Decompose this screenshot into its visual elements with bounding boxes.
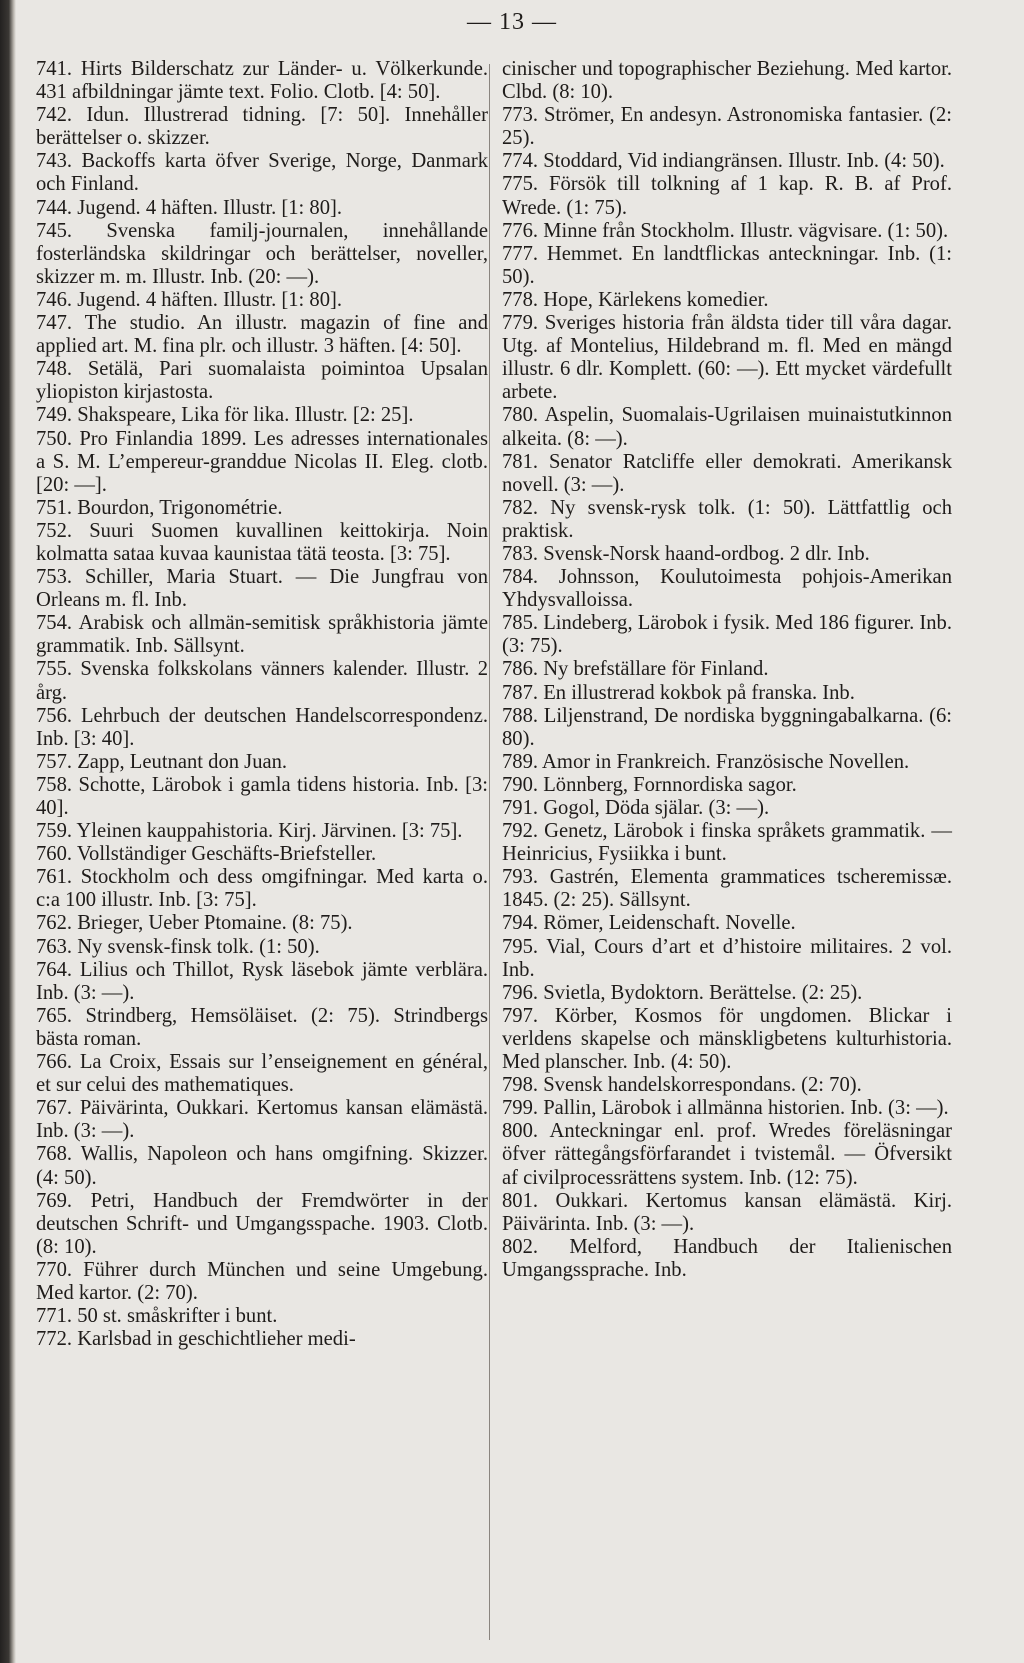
catalog-entry: 762. Brieger, Ueber Ptomaine. (8: 75). — [36, 912, 353, 935]
catalog-entry: 747. The studio. An illustr. magazin of fine and applied art. M. fina plr. och illustr. 3 häften. [4: 50]. — [36, 312, 488, 358]
catalog-entry: 787. En illustrerad kokbok på franska. Inb. — [502, 681, 855, 704]
catalog-entry: 784. Johnsson, Koulutoimesta pohjois-Amerikan Yhdysvalloissa. — [502, 566, 952, 612]
catalog-entry: 749. Shakspeare, Lika för lika. Illustr. [2: 25]. — [36, 404, 414, 427]
catalog-entry: 750. Pro Finlandia 1899. Les adresses internationales a S. M. L’empereur-granddue Nicolas II. Eleg. clotb. [20: —]. — [36, 427, 488, 496]
catalog-entry: 766. La Croix, Essais sur l’enseignement en général, et sur celui des mathematiques. — [36, 1051, 488, 1097]
catalog-entry: 768. Wallis, Napoleon och hans omgifning. Skizzer. (4: 50). — [36, 1143, 488, 1189]
catalog-entry: 773. Strömer, En andesyn. Astronomiska fantasier. (2: 25). — [502, 104, 952, 150]
catalog-entry: 782. Ny svensk-rysk tolk. (1: 50). Lättfattlig och praktisk. — [502, 496, 952, 542]
catalog-entry: 778. Hope, Kärlekens komedier. — [502, 288, 769, 311]
catalog-entry: 793. Gastrén, Elementa grammatices tscheremissæ. 1845. (2: 25). Sällsynt. — [502, 866, 952, 912]
catalog-entry: 758. Schotte, Lärobok i gamla tidens historia. Inb. [3: 40]. — [36, 773, 488, 819]
left-column — [36, 58, 488, 1351]
catalog-entry: 802. Melford, Handbuch der Italienischen Umgangssprache. Inb. — [502, 1235, 952, 1281]
catalog-entry: 756. Lehrbuch der deutschen Handelscorrespondenz. Inb. [3: 40]. — [36, 704, 488, 750]
catalog-entry: 774. Stoddard, Vid indiangränsen. Illustr. Inb. (4: 50). — [502, 150, 945, 173]
catalog-entry: cinischer und topographischer Beziehung. Med kartor. Clbd. (8: 10). — [502, 58, 952, 104]
catalog-entry: 775. Försök till tolkning af 1 kap. R. B. af Prof. Wrede. (1: 75). — [502, 173, 952, 219]
catalog-entry: 757. Zapp, Leutnant don Juan. — [36, 750, 288, 773]
catalog-entry: 797. Körber, Kosmos för ungdomen. Blickar i verldens skapelse och mänskligbetens kulturhistoria. Med planscher. Inb. (4: 50). — [502, 1004, 952, 1074]
catalog-entry: 786. Ny brefställare för Finland. — [502, 658, 769, 681]
catalog-entry: 776. Minne från Stockholm. Illustr. vägvisare. (1: 50). — [502, 219, 949, 242]
catalog-entry: 792. Genetz, Lärobok i finska språkets grammatik. — Heinricius, Fysiikka i bunt. — [502, 820, 952, 866]
catalog-entry: 769. Petri, Handbuch der Fremdwörter in der deutschen Schrift- und Umgangsspache. 1903. Clotb. (8: 10). — [36, 1189, 488, 1258]
catalog-entry: 783. Svensk-Norsk haand-ordbog. 2 dlr. Inb. — [502, 542, 870, 565]
catalog-entry: 781. Senator Ratcliffe eller demokrati. Amerikansk novell. (3: —). — [502, 450, 952, 496]
catalog-entry: 746. Jugend. 4 häften. Illustr. [1: 80]. — [36, 288, 342, 311]
catalog-entry: 764. Lilius och Thillot, Rysk läsebok jämte verblära. Inb. (3: —). — [36, 958, 488, 1004]
catalog-entry: 765. Strindberg, Hemsöläiset. (2: 75). Strindbergs bästa roman. — [36, 1004, 488, 1050]
catalog-entry: 801. Oukkari. Kertomus kansan elämästä. Kirj. Päivärinta. Inb. (3: —). — [502, 1189, 952, 1235]
catalog-entry: 754. Arabisk och allmän-semitisk språkhistoria jämte grammatik. Inb. Sällsynt. — [36, 612, 488, 658]
catalog-entry: 798. Svensk handelskorrespondans. (2: 70). — [502, 1074, 862, 1097]
catalog-entry: 795. Vial, Cours d’art et d’histoire militaires. 2 vol. Inb. — [502, 935, 952, 981]
catalog-entry: 742. Idun. Illustrerad tidning. [7: 50]. Innehåller berättelser o. skizzer. — [36, 104, 488, 150]
catalog-entry: 753. Schiller, Maria Stuart. — Die Jungfrau von Orleans m. fl. Inb. — [36, 566, 488, 612]
column-divider — [489, 64, 490, 1640]
catalog-entry: 788. Liljenstrand, De nordiska byggningabalkarna. (6: 80). — [502, 704, 952, 750]
catalog-entry: 780. Aspelin, Suomalais-Ugrilaisen muinaistutkinnon alkeita. (8: —). — [502, 404, 952, 450]
catalog-entry: 779. Sveriges historia från äldsta tider till våra dagar. Utg. af Montelius, Hildebrand m. fl. Med en mängd illustr. 6 dlr. Komplett. (60: —). Ett mycket värdefullt arbete. — [502, 312, 952, 404]
catalog-entry: 771. 50 st. småskrifter i bunt. — [36, 1305, 278, 1328]
right-column — [502, 58, 952, 1282]
catalog-entry: 777. Hemmet. En landtflickas anteckningar. Inb. (1: 50). — [502, 242, 952, 288]
catalog-entry: 748. Setälä, Pari suomalaista poimintoa Upsalan yliopiston kirjastosta. — [36, 358, 488, 404]
catalog-entry: 789. Amor in Frankreich. Französische Novellen. — [502, 750, 910, 773]
catalog-entry: 785. Lindeberg, Lärobok i fysik. Med 186 figurer. Inb. (3: 75). — [502, 612, 952, 658]
catalog-entry: 800. Anteckningar enl. prof. Wredes föreläsningar öfver rättegångsförfarandet i tvistemål. — Öfversikt af civilprocessrättens system. Inb. (12: 75). — [502, 1120, 952, 1189]
page-number: — 13 — — [467, 9, 557, 35]
catalog-entry: 790. Lönnberg, Fornnordiska sagor. — [502, 773, 797, 796]
book-spine-shadow — [0, 0, 16, 1663]
catalog-entry: 791. Gogol, Döda själar. (3: —). — [502, 797, 770, 819]
catalog-entry: 741. Hirts Bilderschatz zur Länder- u. Völkerkunde. 431 afbildningar jämte text. Folio. Clotb. [4: 50]. — [36, 58, 488, 104]
catalog-entry: 755. Svenska folkskolans vänners kalender. Illustr. 2 årg. — [36, 658, 488, 704]
catalog-entry: 796. Svietla, Bydoktorn. Berättelse. (2: 25). — [502, 981, 863, 1004]
catalog-entry: 794. Römer, Leidenschaft. Novelle. — [502, 912, 796, 935]
catalog-entry: 752. Suuri Suomen kuvallinen keittokirja. Noin kolmatta sataa kuvaa kaunistaa tätä teosta. [3: 75]. — [36, 519, 488, 565]
catalog-entry: 751. Bourdon, Trigonométrie. — [36, 496, 283, 519]
catalog-entry: 759. Yleinen kauppahistoria. Kirj. Järvinen. [3: 75]. — [36, 820, 463, 843]
catalog-entry: 760. Vollständiger Geschäfts-Briefsteller. — [36, 843, 377, 866]
catalog-entry: 744. Jugend. 4 häften. Illustr. [1: 80]. — [36, 196, 342, 219]
catalog-entry: 763. Ny svensk-finsk tolk. (1: 50). — [36, 935, 320, 958]
catalog-entry: 767. Päivärinta, Oukkari. Kertomus kansan elämästä. Inb. (3: —). — [36, 1097, 488, 1143]
catalog-entry: 772. Karlsbad in geschichtlieher medi- — [36, 1328, 356, 1351]
catalog-entry: 743. Backoffs karta öfver Sverige, Norge, Danmark och Finland. — [36, 150, 488, 196]
catalog-entry: 799. Pallin, Lärobok i allmänna historien. Inb. (3: —). — [502, 1097, 949, 1120]
catalog-entry: 770. Führer durch München und seine Umgebung. Med kartor. (2: 70). — [36, 1258, 488, 1304]
catalog-entry: 761. Stockholm och dess omgifningar. Med karta o. c:a 100 illustr. Inb. [3: 75]. — [36, 866, 488, 912]
catalog-entry: 745. Svenska familj-journalen, innehållande fosterländska skildringar och berättelser, noveller, skizzer m. m. Illustr. Inb. (20: —). — [36, 219, 488, 288]
